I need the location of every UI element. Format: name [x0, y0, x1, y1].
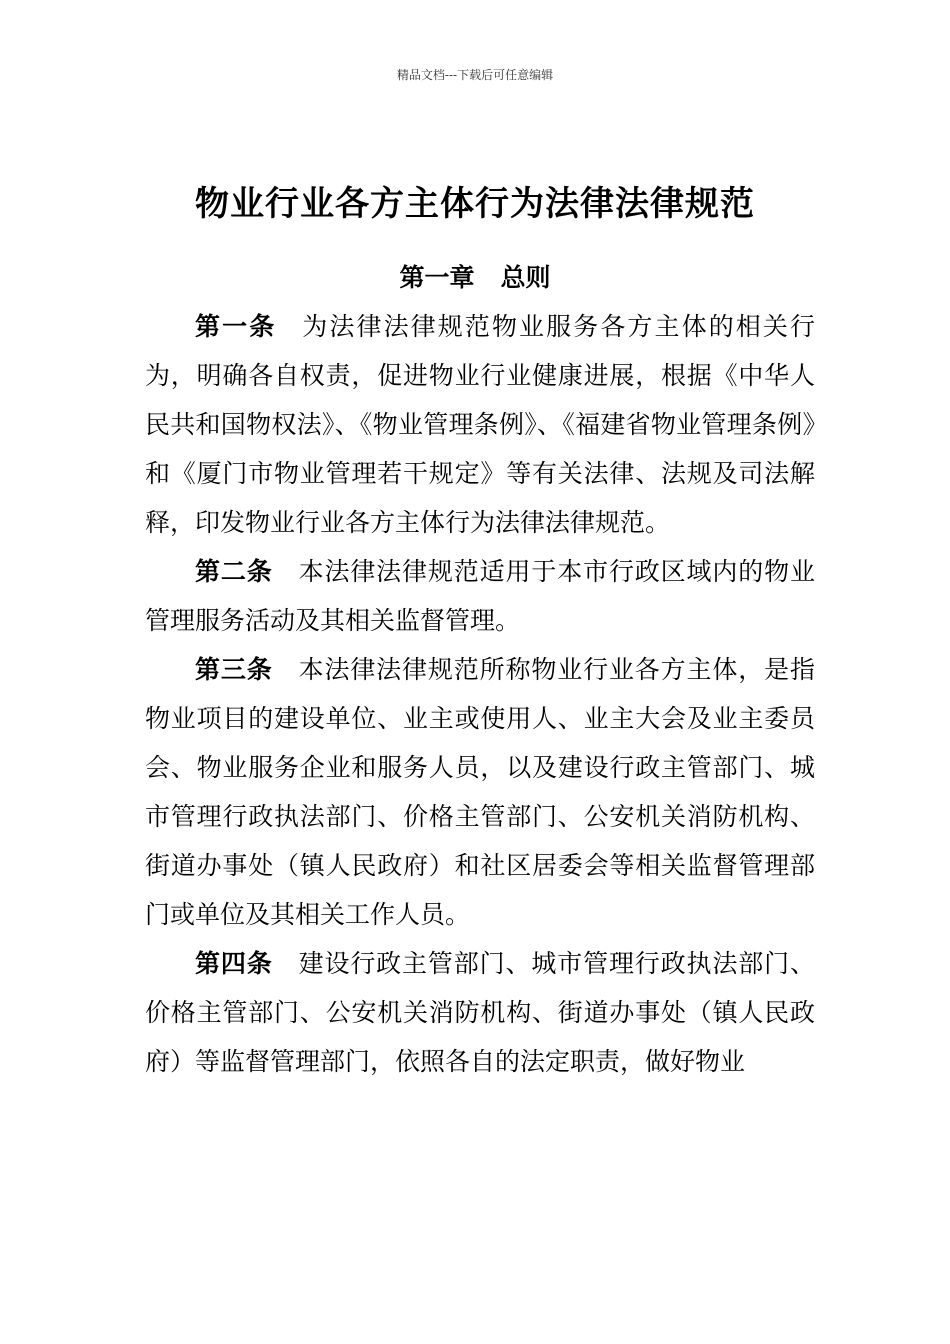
- article-2: [145, 547, 815, 645]
- article-number: 第三条: [195, 655, 273, 684]
- article-text: 本法律法律规范所称物业行业各方主体，是指物业项目的建设单位、业主或使用人、业主大会及业主委员会、物业服务企业和服务人员，以及建设行政主管部门、城市管理行政执法部门、价格主管部门、公安机关消防机构、街道办事处（镇人民政府）和社区居委会等相关监督管理部门或单位及其相关工作人员。: [145, 655, 815, 929]
- article-number: 第四条: [195, 949, 273, 978]
- article-3: [145, 645, 815, 939]
- article-text: 建设行政主管部门、城市管理行政执法部门、价格主管部门、公安机关消防机构、街道办事处（镇人民政府）等监督管理部门，依照各自的法定职责，做好物业: [145, 949, 815, 1076]
- chapter-number: 第一章: [399, 263, 475, 292]
- document-title: 物业行业各方主体行为法律法律规范: [195, 184, 755, 224]
- article-number: 第二条: [195, 557, 273, 586]
- article-1: [145, 302, 815, 547]
- page-header-note: 精品文档---下载后可任意编辑: [396, 68, 554, 82]
- article-text: 为法律法律规范物业服务各方主体的相关行为，明确各自权责，促进物业行业健康进展，根据《中华人民共和国物权法》、《物业管理条例》、《福建省物业管理条例》和《厦门市物业管理若干规定》等有关法律、法规及司法解释，印发物业行业各方主体行为法律法律规范。: [145, 312, 815, 537]
- article-4: [145, 939, 815, 1086]
- document-body: [145, 302, 815, 1086]
- article-text: 本法律法律规范适用于本市行政区域内的物业管理服务活动及其相关监督管理。: [145, 557, 815, 635]
- article-number: 第一条: [195, 312, 277, 341]
- chapter-heading: [0, 258, 950, 294]
- chapter-name: 总则: [500, 263, 551, 292]
